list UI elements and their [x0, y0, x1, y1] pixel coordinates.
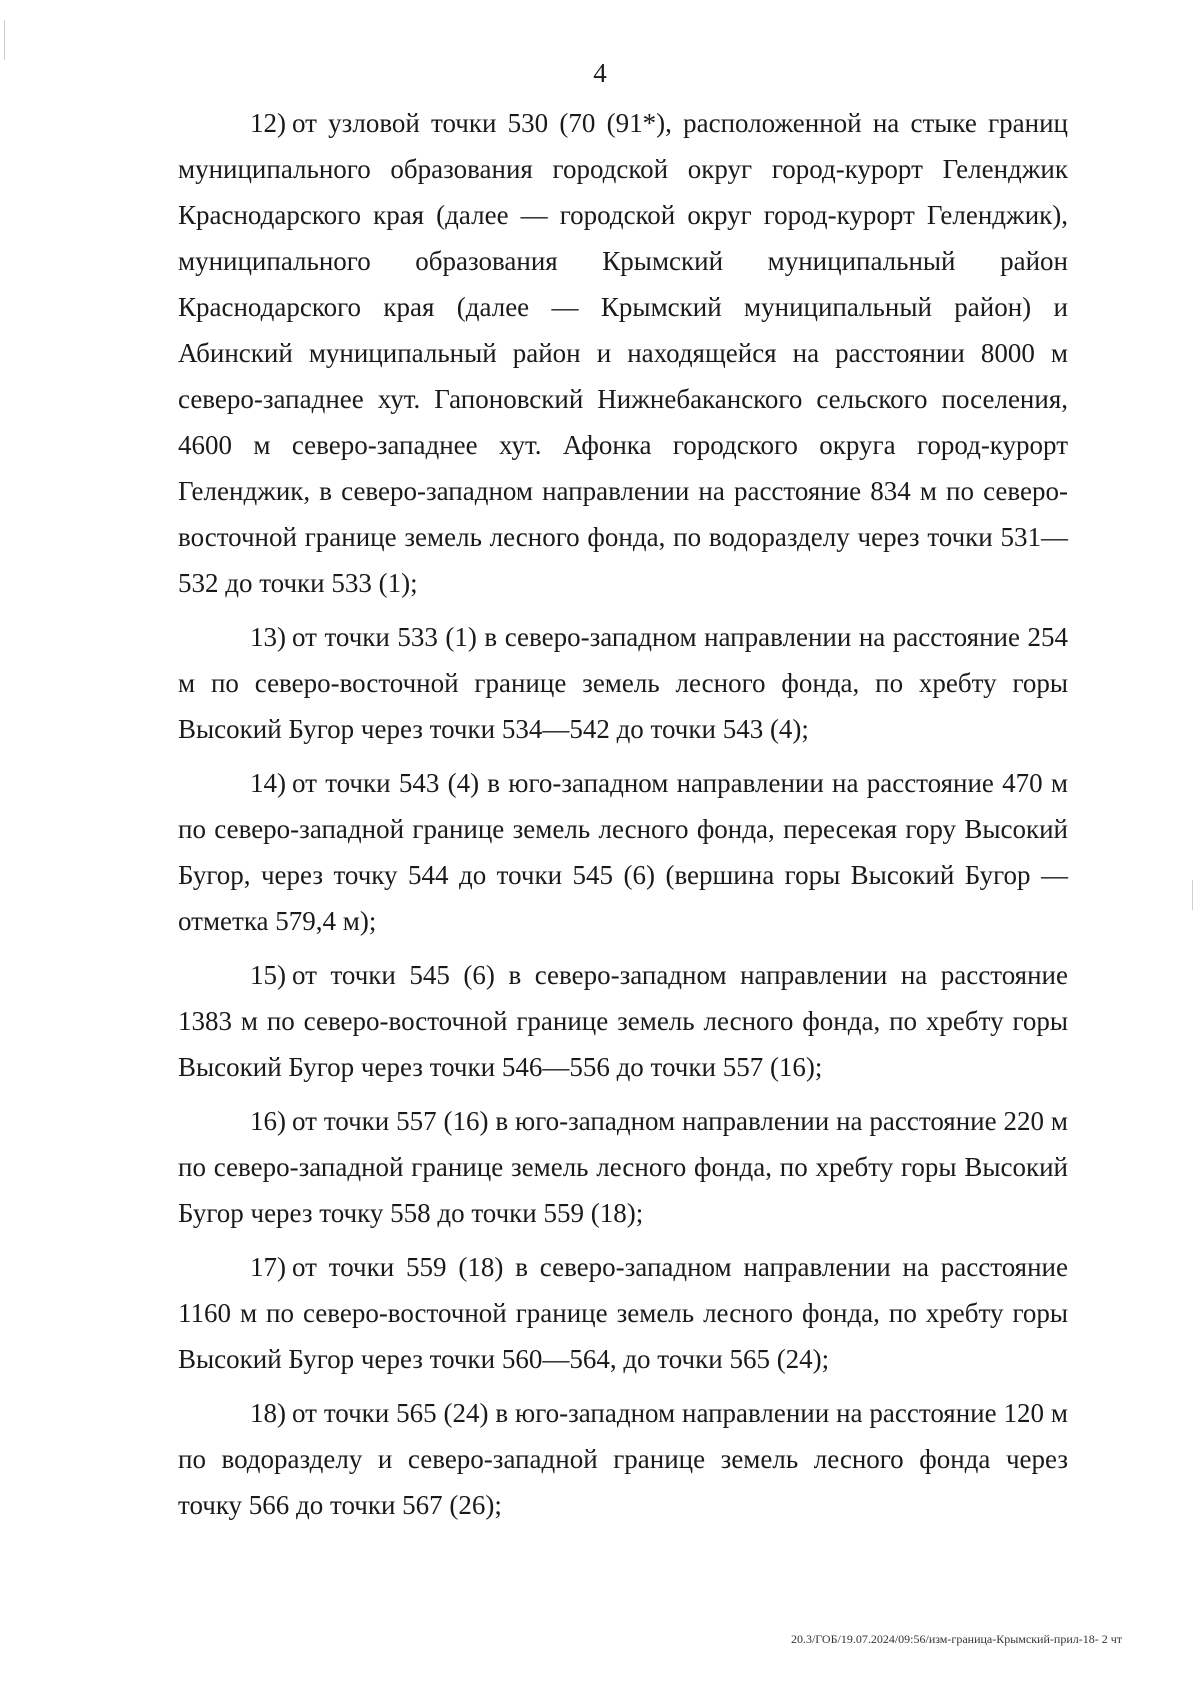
paragraph-15 — [178, 952, 1068, 1090]
paragraph-number: 13) — [250, 622, 286, 652]
paragraph-text: от точки 543 (4) в юго-западном направлении на расстояние 470 м по северо-западной границе земель лесного фонда, пересекая гору Высокий Бугор, через точку 544 до точки 545 (6) (вершина горы Высокий Бугор — отметка 579,4 м); — [178, 768, 1068, 936]
paragraph-14 — [178, 760, 1068, 944]
paragraph-number: 18) — [250, 1398, 286, 1428]
paragraph-number: 12) — [250, 108, 286, 138]
paragraph-number: 17) — [250, 1252, 286, 1282]
document-footer-code: 20.3/ГОБ/19.07.2024/09:56/изм-граница-Крымский-прил-18- 2 чт — [790, 1632, 1122, 1646]
paragraph-text: от узловой точки 530 (70 (91*), расположенной на стыке границ муниципального образования городской округ город-курорт Геленджик Краснодарского края (далее — городской округ город-курорт Геленджик), муниципального образования Крымский муниципальный район Краснодарского края (далее — Крымский муниципальный район) и Абинский муниципальный район и находящейся на расстоянии 8000 м северо-западнее хут. Гапоновский Нижнебаканского сельского поселения, 4600 м северо-западнее хут. Афонка городского округа город-курорт Геленджик, в северо-западном направлении на расстояние 834 м по северо-восточной границе земель лесного фонда, по водоразделу через точки 531—532 до точки 533 (1); — [178, 108, 1068, 598]
paragraph-16 — [178, 1098, 1068, 1236]
paragraph-number: 14) — [250, 768, 286, 798]
scan-edge-mark — [1192, 880, 1193, 910]
paragraph-12 — [178, 100, 1068, 606]
scan-edge-mark — [4, 20, 5, 60]
paragraph-text: от точки 533 (1) в северо-западном направлении на расстояние 254 м по северо-восточной границе земель лесного фонда, по хребту горы Высокий Бугор через точки 534—542 до точки 543 (4); — [178, 622, 1068, 744]
paragraph-number: 16) — [250, 1106, 286, 1136]
paragraph-text: от точки 545 (6) в северо-западном направлении на расстояние 1383 м по северо-восточной границе земель лесного фонда, по хребту горы Высокий Бугор через точки 546—556 до точки 557 (16); — [178, 960, 1068, 1082]
paragraph-number: 15) — [250, 960, 286, 990]
paragraph-18 — [178, 1390, 1068, 1528]
page-number: 4 — [593, 58, 607, 88]
paragraph-text: от точки 559 (18) в северо-западном направлении на расстояние 1160 м по северо-восточной границе земель лесного фонда, по хребту горы Высокий Бугор через точки 560—564, до точки 565 (24); — [178, 1252, 1068, 1374]
document-body — [178, 100, 1068, 1536]
paragraph-13 — [178, 614, 1068, 752]
paragraph-17 — [178, 1244, 1068, 1382]
paragraph-text: от точки 565 (24) в юго-западном направлении на расстояние 120 м по водоразделу и северо-западной границе земель лесного фонда через точку 566 до точки 567 (26); — [178, 1398, 1068, 1520]
paragraph-text: от точки 557 (16) в юго-западном направлении на расстояние 220 м по северо-западной границе земель лесного фонда, по хребту горы Высокий Бугор через точку 558 до точки 559 (18); — [178, 1106, 1068, 1228]
